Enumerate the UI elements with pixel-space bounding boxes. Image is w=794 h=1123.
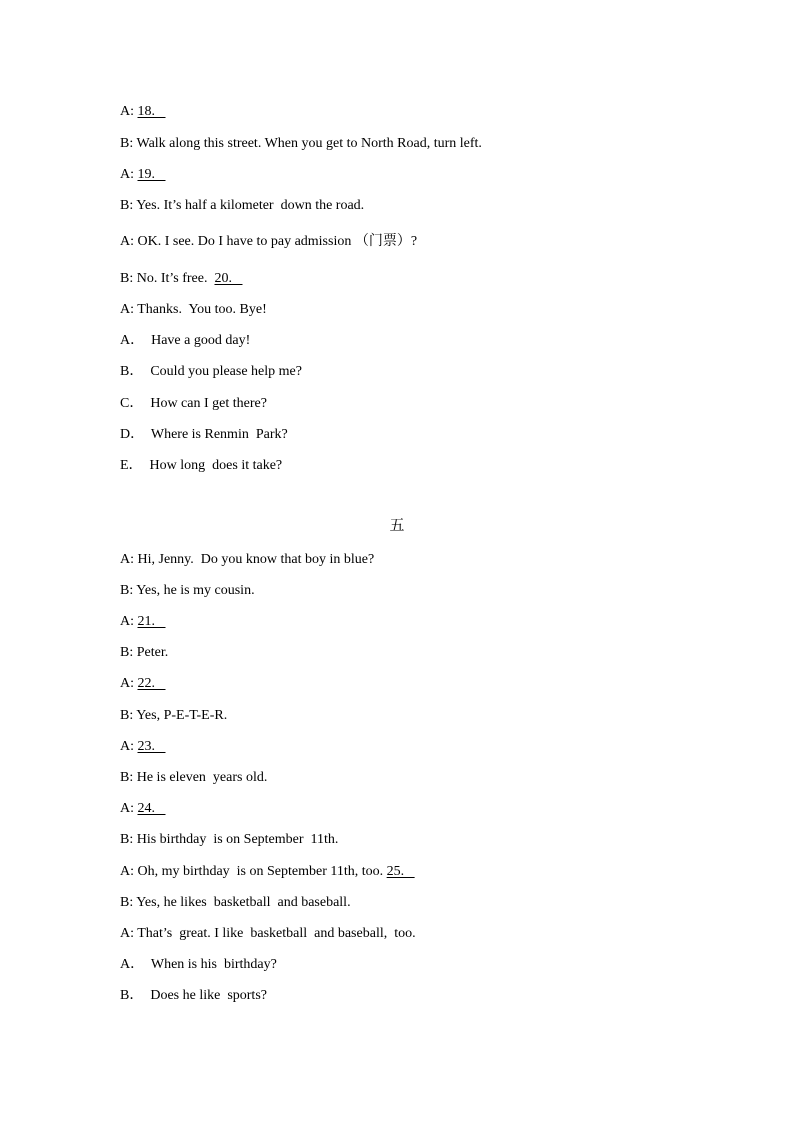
dialogue-line [120,551,680,569]
dialogue-line [120,301,680,319]
line-text: A: OK. I see. Do I have to pay admission （门票）? [120,234,418,249]
line-text: A: [120,614,138,629]
dialogue-line [120,613,680,631]
line-text: B: Peter. [120,645,169,660]
answer-blank: 21. [137,614,166,629]
line-text: A: [120,676,138,691]
line-text: A: [120,104,138,119]
line-text: A: [120,739,138,754]
answer-blank: 22. [137,676,166,691]
option-line [120,987,680,1005]
line-text: B: He is eleven years old. [120,770,268,785]
line-text: B: Walk along this street. When you get to North Road, turn left. [120,136,482,151]
dialogue-line [120,197,680,215]
line-text: B: No. It’s free. [120,271,215,286]
dialogue-line [120,135,680,153]
option-text: E． How long does it take? [120,458,283,473]
dialogue-line [120,103,680,121]
option-line [120,363,680,381]
option-text: A． When is his birthday? [120,957,277,972]
section-heading: 五 [389,518,405,534]
option-line [120,426,680,444]
dialogue-line [120,166,680,184]
dialogue-line [120,863,680,881]
line-text: A: [120,801,138,816]
option-line [120,457,680,475]
answer-blank: 20. [214,271,243,286]
dialogue-line [120,769,680,787]
line-text: B: His birthday is on September 11th. [120,832,339,847]
option-line [120,956,680,974]
line-text: A: [120,167,138,182]
line-text: A: Hi, Jenny. Do you know that boy in blue? [120,552,375,567]
line-text: A: Oh, my birthday is on September 11th, too. [120,864,387,879]
answer-blank: 23. [137,739,166,754]
answer-blank: 24. [137,801,166,816]
line-text: A: That’s great. I like basketball and baseball, too. [120,926,416,941]
dialogue-line [120,738,680,756]
dialogue-line [120,894,680,912]
line-text: B: Yes, P-E-T-E-R. [120,708,228,723]
dialogue-line [120,707,680,725]
line-text: B: Yes, he is my cousin. [120,583,255,598]
dialogue-line [120,925,680,943]
dialogue-line [120,233,680,251]
option-text: D． Where is Renmin Park? [120,427,288,442]
answer-blank: 19. [137,167,166,182]
line-text: B: Yes. It’s half a kilometer down the road. [120,198,365,213]
option-line [120,332,680,350]
answer-blank: 18. [137,104,166,119]
dialogue-line [120,270,680,288]
line-text: B: Yes, he likes basketball and baseball. [120,895,351,910]
dialogue-line [120,831,680,849]
line-text: A: Thanks. You too. Bye! [120,302,267,317]
dialogue-line [120,800,680,818]
option-line [120,395,680,413]
option-text: B． Does he like sports? [120,988,267,1003]
option-text: A． Have a good day! [120,333,251,348]
dialogue-line [120,675,680,693]
option-text: C． How can I get there? [120,396,267,411]
dialogue-line [120,582,680,600]
answer-blank: 25. [386,864,415,879]
dialogue-line [120,644,680,662]
option-text: B． Could you please help me? [120,364,302,379]
